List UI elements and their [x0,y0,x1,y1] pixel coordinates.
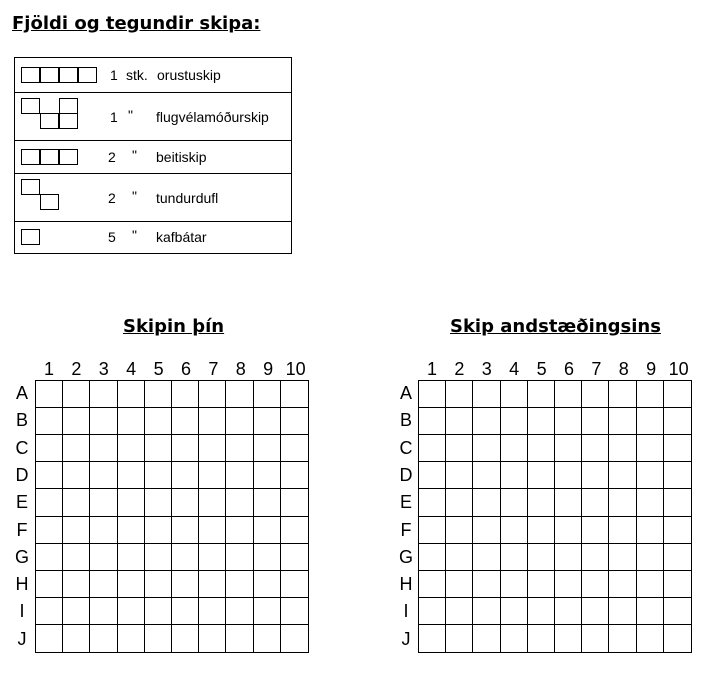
board-cell[interactable] [664,517,691,544]
board-cell[interactable] [664,381,691,408]
board-cell[interactable] [446,435,473,462]
column-label: 1 [43,359,54,379]
column-label: 6 [563,359,574,379]
board-cell[interactable] [582,517,609,544]
row-label: G [14,546,29,567]
board-cell[interactable] [419,625,446,652]
board-cell[interactable] [199,435,226,462]
board-cell[interactable] [637,381,664,408]
board-cell[interactable] [637,571,664,598]
ship-ditto: " [132,188,137,204]
board-cell[interactable] [664,408,691,435]
row-label: H [15,574,29,595]
board-cell[interactable] [226,408,253,435]
row-label: J [17,628,27,649]
board-cell[interactable] [90,381,117,408]
row-label: E [15,492,28,513]
board-cell[interactable] [145,489,172,516]
board-cell[interactable] [555,489,582,516]
board-cell[interactable] [199,598,226,625]
row-label: A [15,383,28,403]
ship-row-mines [15,174,291,222]
board-cell[interactable] [254,625,281,652]
ship-row-carrier [15,93,291,141]
board-cell[interactable] [36,598,63,625]
row-label: I [19,601,25,622]
board-cell[interactable] [118,408,145,435]
board-cell[interactable] [172,381,199,408]
board-cell[interactable] [172,517,199,544]
board-cell[interactable] [118,571,145,598]
board-cell[interactable] [419,435,446,462]
ship-types-table [14,57,292,254]
board-cell[interactable] [609,544,636,571]
board-cell[interactable] [446,408,473,435]
board-cell[interactable] [555,517,582,544]
board-cell[interactable] [473,625,500,652]
board-grid [418,380,692,653]
board-cell[interactable] [145,544,172,571]
ship-count: 1 [110,109,118,125]
fleet-heading: Fjöldi og tegundir skipa: [12,13,261,34]
board-cell[interactable] [637,462,664,489]
board-cell[interactable] [501,408,528,435]
board-cell[interactable] [446,489,473,516]
board-cell[interactable] [226,462,253,489]
board-cell[interactable] [118,381,145,408]
board-cell[interactable] [501,381,528,408]
board-cell[interactable] [555,408,582,435]
board-cell[interactable] [582,544,609,571]
board-cell[interactable] [118,462,145,489]
board-cell[interactable] [555,381,582,408]
row-label: B [399,410,412,431]
ship-row-battleship [15,58,291,93]
board-cell[interactable] [555,462,582,489]
board-cell[interactable] [419,517,446,544]
board-cell[interactable] [609,625,636,652]
ship-name: kafbátar [156,229,207,245]
board-cell[interactable] [254,462,281,489]
board-cell[interactable] [473,462,500,489]
board-cell[interactable] [664,462,691,489]
board-cell[interactable] [528,598,555,625]
board-cell[interactable] [501,435,528,462]
column-label: 9 [263,359,274,379]
board-cell[interactable] [609,489,636,516]
board-cell[interactable] [582,489,609,516]
board-cell[interactable] [281,408,308,435]
board-cell[interactable] [90,625,117,652]
board-cell[interactable] [63,544,90,571]
board-cell[interactable] [36,625,63,652]
board-cell[interactable] [281,571,308,598]
board-cell[interactable] [226,598,253,625]
column-label: 6 [180,359,191,379]
board-cell[interactable] [145,625,172,652]
board-cell[interactable] [145,571,172,598]
board-cell[interactable] [582,625,609,652]
board-cell[interactable] [90,408,117,435]
board-cell[interactable] [36,544,63,571]
column-label: 4 [509,359,520,379]
my-board-heading: Skipin þín [123,316,225,337]
board-cell[interactable] [419,571,446,598]
board-cell[interactable] [118,598,145,625]
board-cell[interactable] [63,489,90,516]
column-label: 10 [285,359,306,379]
column-label: 3 [481,359,492,379]
column-label: 4 [126,359,137,379]
board-cell[interactable] [473,489,500,516]
board-cell[interactable] [637,408,664,435]
ship-name: orustuskip [157,67,221,83]
board-cell[interactable] [281,489,308,516]
board-cell[interactable] [528,544,555,571]
board-cell[interactable] [281,462,308,489]
board-cell[interactable] [199,408,226,435]
board-cell[interactable] [145,598,172,625]
ship-count: 2 [108,190,116,206]
board-cell[interactable] [473,435,500,462]
board-cell[interactable] [226,517,253,544]
board-grid [35,380,309,653]
board-cell[interactable] [281,598,308,625]
board-cell[interactable] [254,598,281,625]
board-cell[interactable] [281,544,308,571]
board-cell[interactable] [226,571,253,598]
board-cell[interactable] [36,517,63,544]
board-cell[interactable] [501,598,528,625]
board-cell[interactable] [90,462,117,489]
opponent-board-heading: Skip andstæðingsins [450,316,661,337]
board-cell[interactable] [118,625,145,652]
board-cell[interactable] [446,381,473,408]
ship-count: 5 [108,229,116,245]
board-cell[interactable] [199,517,226,544]
board-cell[interactable] [172,462,199,489]
board-cell[interactable] [419,408,446,435]
board-cell[interactable] [199,489,226,516]
board-cell[interactable] [446,462,473,489]
board-cell[interactable] [582,598,609,625]
board-cell[interactable] [664,625,691,652]
board-cell[interactable] [172,598,199,625]
board-cell[interactable] [582,462,609,489]
board-cell[interactable] [637,598,664,625]
board-cell[interactable] [501,625,528,652]
board-cell[interactable] [582,381,609,408]
row-label: D [399,464,413,485]
ship-row-cruiser [15,141,291,174]
board-cell[interactable] [254,489,281,516]
board-cell[interactable] [582,571,609,598]
ship-name: flugvélamóðurskip [156,109,269,125]
board-cell[interactable] [226,381,253,408]
column-label: 5 [536,359,547,379]
ship-name: tundurdufl [156,190,219,206]
board-cell[interactable] [226,435,253,462]
board-cell[interactable] [528,625,555,652]
board-cell[interactable] [419,544,446,571]
column-label: 8 [618,359,629,379]
board-cell[interactable] [90,598,117,625]
board-cell[interactable] [637,435,664,462]
row-label: B [15,410,28,431]
board-cell[interactable] [446,598,473,625]
column-label: 5 [153,359,164,379]
board-cell[interactable] [609,381,636,408]
board-cell[interactable] [36,489,63,516]
board-cell[interactable] [664,598,691,625]
row-label: C [399,437,413,458]
board-cell[interactable] [254,408,281,435]
board-cell[interactable] [528,462,555,489]
board-cell[interactable] [254,544,281,571]
board-cell[interactable] [199,571,226,598]
board-cell[interactable] [501,489,528,516]
row-label: J [401,628,411,649]
board-cell[interactable] [63,462,90,489]
board-cell[interactable] [90,571,117,598]
ship-count: 1 [110,67,118,83]
board-cell[interactable] [501,462,528,489]
board-cell[interactable] [446,544,473,571]
board-cell[interactable] [226,544,253,571]
board-cell[interactable] [63,381,90,408]
board-cell[interactable] [281,625,308,652]
row-label: I [403,601,409,622]
board-cell[interactable] [473,517,500,544]
board-cell[interactable] [501,517,528,544]
board-cell[interactable] [609,435,636,462]
board-cell[interactable] [226,625,253,652]
board-cell[interactable] [528,381,555,408]
board-cell[interactable] [446,517,473,544]
board-cell[interactable] [199,462,226,489]
board-cell[interactable] [473,381,500,408]
board-cell[interactable] [281,435,308,462]
board-cell[interactable] [145,408,172,435]
board-cell[interactable] [145,381,172,408]
board-cell[interactable] [63,571,90,598]
row-label: G [398,546,413,567]
board-cell[interactable] [555,435,582,462]
column-label: 7 [591,359,602,379]
column-label: 10 [668,359,689,379]
board-cell[interactable] [36,462,63,489]
board-cell[interactable] [664,489,691,516]
ship-row-submarines [15,222,291,253]
column-label: 3 [98,359,109,379]
board-cell[interactable] [555,625,582,652]
board-cell[interactable] [172,435,199,462]
board-cell[interactable] [664,544,691,571]
board-cell[interactable] [90,517,117,544]
ship-ditto: " [132,147,137,163]
column-label: 8 [235,359,246,379]
board-cell[interactable] [254,517,281,544]
board-cell[interactable] [36,571,63,598]
column-label: 9 [646,359,657,379]
board-cell[interactable] [419,598,446,625]
board-cell[interactable] [90,489,117,516]
board-cell[interactable] [528,489,555,516]
board-cell[interactable] [637,489,664,516]
board-cell[interactable] [473,571,500,598]
board-cell[interactable] [118,517,145,544]
board-cell[interactable] [637,625,664,652]
board-cell[interactable] [419,489,446,516]
board-cell[interactable] [63,625,90,652]
ship-count: 2 [108,149,116,165]
board-cell[interactable] [419,381,446,408]
board-cell[interactable] [281,517,308,544]
board-cell[interactable] [118,489,145,516]
board-cell[interactable] [555,571,582,598]
board-cell[interactable] [172,625,199,652]
board-cell[interactable] [145,517,172,544]
board-cell[interactable] [555,544,582,571]
board-cell[interactable] [172,571,199,598]
row-label: E [399,492,412,513]
board-cell[interactable] [172,489,199,516]
board-cell[interactable] [473,408,500,435]
board-cell[interactable] [36,408,63,435]
board-cell[interactable] [199,544,226,571]
board-cell[interactable] [609,462,636,489]
ship-ditto: " [128,107,133,123]
ship-ditto: " [132,227,137,243]
row-label: C [15,437,29,458]
board-cell[interactable] [609,517,636,544]
row-label: F [400,519,412,540]
board-cell[interactable] [226,489,253,516]
board-cell[interactable] [118,544,145,571]
board-cell[interactable] [446,625,473,652]
board-cell[interactable] [528,435,555,462]
board-cell[interactable] [609,571,636,598]
row-label: F [16,519,28,540]
board-cell[interactable] [609,408,636,435]
board-cell[interactable] [63,517,90,544]
board-cell[interactable] [254,435,281,462]
board-cell[interactable] [637,544,664,571]
board-cell[interactable] [145,462,172,489]
board-cell[interactable] [473,598,500,625]
board-cell[interactable] [63,435,90,462]
board-cell[interactable] [199,625,226,652]
board-cell[interactable] [555,598,582,625]
board-cell[interactable] [637,517,664,544]
board-cell[interactable] [446,571,473,598]
column-label: 2 [71,359,82,379]
board-cell[interactable] [145,435,172,462]
board-cell[interactable] [90,435,117,462]
board-cell[interactable] [609,598,636,625]
row-label: D [15,464,29,485]
board-cell[interactable] [501,544,528,571]
board-cell[interactable] [582,435,609,462]
board-cell[interactable] [172,408,199,435]
ship-name: beitiskip [156,149,207,165]
column-label: 1 [426,359,437,379]
board-cell[interactable] [118,435,145,462]
board-cell[interactable] [63,598,90,625]
board-cell[interactable] [664,435,691,462]
board-cell[interactable] [664,571,691,598]
board-cell[interactable] [254,571,281,598]
board-cell[interactable] [172,544,199,571]
board-cell[interactable] [582,408,609,435]
board-cell[interactable] [501,571,528,598]
board-cell[interactable] [199,381,226,408]
board-cell[interactable] [36,435,63,462]
board-cell[interactable] [254,381,281,408]
row-label: H [399,574,413,595]
ship-unit: stk. [126,67,148,83]
board-cell[interactable] [528,571,555,598]
board-cell[interactable] [90,544,117,571]
board-cell[interactable] [36,381,63,408]
board-cell[interactable] [419,462,446,489]
board-cell[interactable] [473,544,500,571]
column-label: 2 [454,359,465,379]
column-label: 7 [208,359,219,379]
board-cell[interactable] [528,408,555,435]
board-cell[interactable] [528,517,555,544]
board-cell[interactable] [281,381,308,408]
row-label: A [399,383,412,403]
board-cell[interactable] [63,408,90,435]
